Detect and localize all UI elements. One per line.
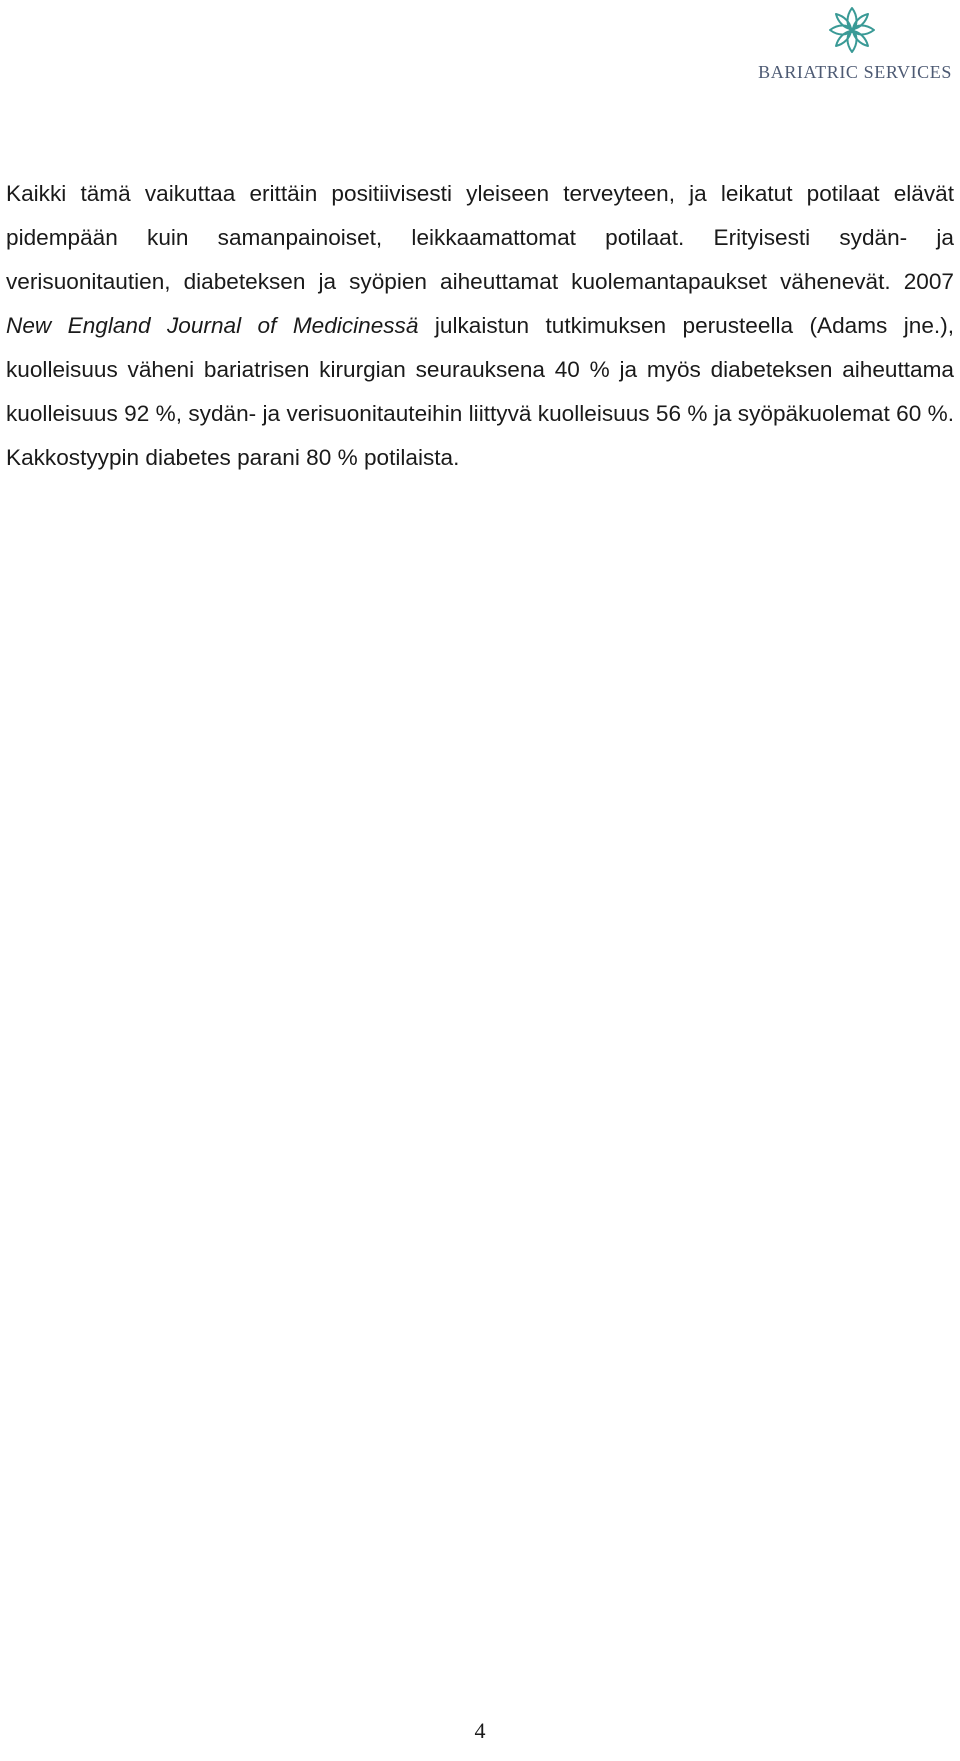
body-text-part-1: Kaikki tämä vaikuttaa erittäin positiivisesti yleiseen terveyteen, ja leikatut potilaat elävät pidempään kuin samanpainoiset, leikkaamattomat potilaat. Erityisesti sydän- ja verisuonitautien, diabeteksen ja syöpien aiheuttamat kuolemantapaukset vähenevät. 2007	[6, 181, 954, 294]
page-number: 4	[474, 1718, 486, 1743]
body-paragraph	[6, 172, 954, 480]
brand-logo	[752, 4, 952, 84]
journal-name: New England Journal of Medicinessä	[6, 313, 419, 338]
logo-text: BARIATRIC SERVICES	[758, 62, 952, 82]
lotus-flower-icon	[822, 4, 882, 56]
body-text-part-2: julkaistun tutkimuksen perusteella (Adams jne.), kuolleisuus väheni bariatrisen kirurgian seurauksena 40 % ja myös diabeteksen aiheuttama kuolleisuus 92 %, sydän- ja verisuonitauteihin liittyvä kuolleisuus 56 % ja syöpäkuolemat 60 %. Kakkostyypin diabetes parani 80 % potilaista.	[6, 313, 955, 470]
